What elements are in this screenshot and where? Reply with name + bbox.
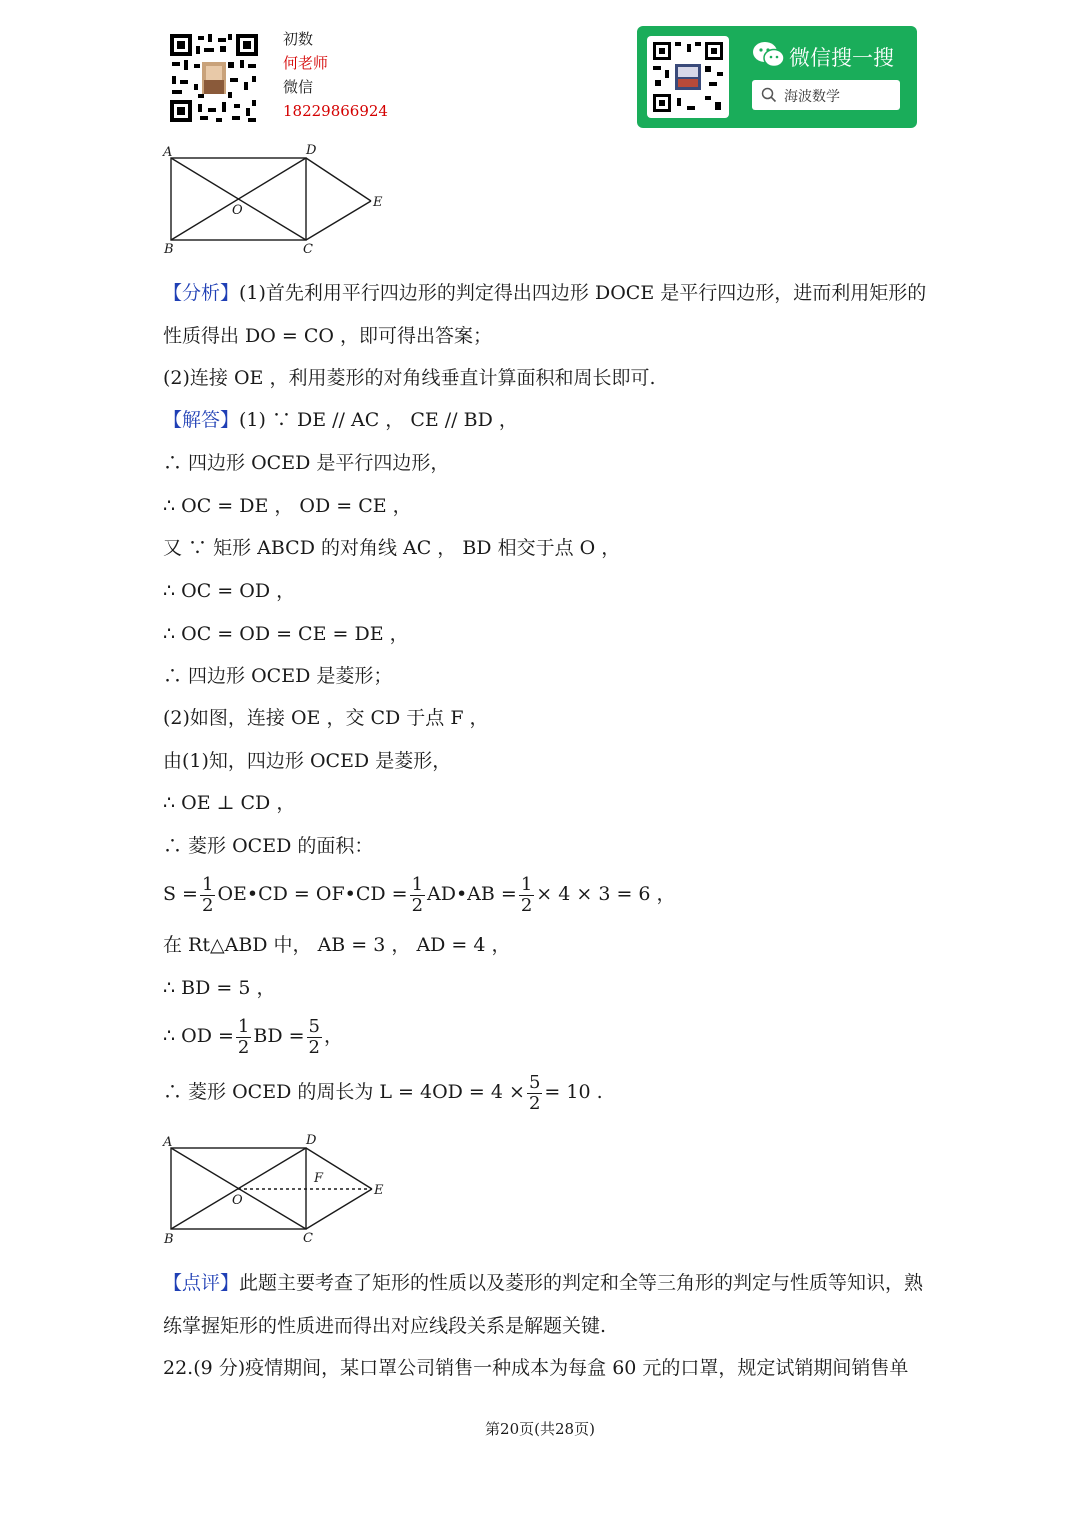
answer-step-2: ∴ OC = DE ， OD = CE ， — [163, 495, 412, 517]
answer-step-13: ∴ BD = 5 ， — [163, 977, 276, 999]
comment-line-1: 【点评】此题主要考查了矩形的性质以及菱形的判定和全等三角形的判定与性质等知识，熟 — [163, 1272, 924, 1294]
answer-step-12: 在 Rt△ABD 中， AB = 3 ， AD = 4 ， — [163, 934, 511, 956]
page-number: 第20页(共28页) — [485, 1420, 595, 1438]
wechat-logo-icon — [752, 40, 786, 70]
answer-step-9: ∴ OE ⊥ CD ， — [163, 792, 296, 814]
figure1-label-o: O — [232, 203, 243, 218]
figure1-label-e: E — [373, 195, 383, 210]
contact-label-wechat: 微信 — [283, 78, 314, 96]
od-formula: ∴ OD = $\frac{1}{2}$ BD = $\frac{5}{2}$ ， — [163, 1015, 343, 1058]
fraction-one-half: $\frac{1}{2}$ — [201, 873, 214, 916]
answer-step-8: 由(1)知，四边形 OCED 是菱形， — [163, 750, 452, 772]
figure1-label-b: B — [164, 242, 174, 257]
contact-name: 何老师 — [283, 54, 329, 72]
analysis-line-1: 【分析】(1)首先利用平行四边形的判定得出四边形 DOCE 是平行四边形，进而利用矩形的 — [163, 282, 927, 304]
figure1-label-c: C — [303, 242, 313, 257]
contact-label-subject: 初数 — [283, 30, 314, 48]
figure1-label-a: A — [163, 145, 173, 160]
analysis-line-2: 性质得出 DO = CO ，即可得出答案； — [163, 325, 493, 347]
contact-phone: 18229866924 — [283, 102, 388, 120]
comment-line-2: 练掌握矩形的性质进而得出对应线段关系是解题关键. — [163, 1315, 607, 1337]
fraction-one-half: $\frac{1}{2}$ — [411, 873, 424, 916]
figure2-label-a: A — [163, 1135, 173, 1150]
figure1-label-d: D — [306, 143, 317, 158]
fraction-five-halves: $\frac{5}{2}$ — [308, 1015, 320, 1058]
figure2-label-d: D — [306, 1133, 317, 1148]
answer-step-4: ∴ OC = OD ， — [163, 580, 296, 602]
figure2-label-e: E — [374, 1183, 384, 1198]
answer-step-7: (2)如图，连接 OE ，交 CD 于点 F ， — [163, 707, 489, 729]
area-formula: S = $\frac{1}{2}$ OE•CD = OF•CD = $\frac{1}{2}$ AD•AB = $\frac{1}{2}$ × 4 × 3 = 6 ， — [163, 873, 676, 916]
answer-step-1: ∴ 四边形 OCED 是平行四边形， — [163, 452, 450, 474]
answer-step-3: 又 ∵ 矩形 ABCD 的对角线 AC ， BD 相交于点 O ， — [163, 537, 621, 559]
answer-tag: 【解答】 — [163, 409, 240, 431]
answer-step-10: ∴ 菱形 OCED 的面积： — [163, 835, 374, 857]
figure2-label-o: O — [232, 1193, 243, 1208]
figure2-label-b: B — [164, 1232, 174, 1247]
fraction-one-half: $\frac{1}{2}$ — [520, 873, 533, 916]
wechat-search-box[interactable] — [752, 80, 900, 110]
contact-qr-code — [168, 32, 260, 124]
comment-tag: 【点评】 — [163, 1272, 240, 1294]
wechat-search-title: 微信搜一搜 — [789, 46, 894, 70]
figure2-label-f: F — [314, 1171, 324, 1186]
wechat-qr-code — [647, 36, 729, 118]
answer-line-1: 【解答】(1) ∵ DE // AC ， CE // BD ， — [163, 409, 518, 431]
fraction-one-half: $\frac{1}{2}$ — [237, 1015, 250, 1058]
figure-rectangle-abcd-with-e — [160, 140, 390, 260]
fraction-five-halves: $\frac{5}{2}$ — [528, 1071, 541, 1114]
answer-step-5: ∴ OC = OD = CE = DE ， — [163, 623, 409, 645]
question-22: 22.(9 分)疫情期间，某口罩公司销售一种成本为每盒 60 元的口罩，规定试销期间销售单 — [163, 1357, 909, 1379]
analysis-tag: 【分析】 — [163, 282, 240, 304]
figure-rhombus-with-diagonal — [160, 1128, 390, 1248]
answer-step-6: ∴ 四边形 OCED 是菱形； — [163, 665, 393, 687]
wechat-search-query: 海波数学 — [784, 89, 840, 105]
figure2-label-c: C — [303, 1231, 313, 1246]
wechat-search-card[interactable] — [637, 26, 917, 128]
search-icon — [761, 87, 777, 103]
analysis-line-3: (2)连接 OE ，利用菱形的对角线垂直计算面积和周长即可. — [163, 367, 656, 389]
perimeter-formula: ∴ 菱形 OCED 的周长为 L = 4OD = 4 × $\frac{5}{2}$ = 10 . — [163, 1071, 603, 1114]
